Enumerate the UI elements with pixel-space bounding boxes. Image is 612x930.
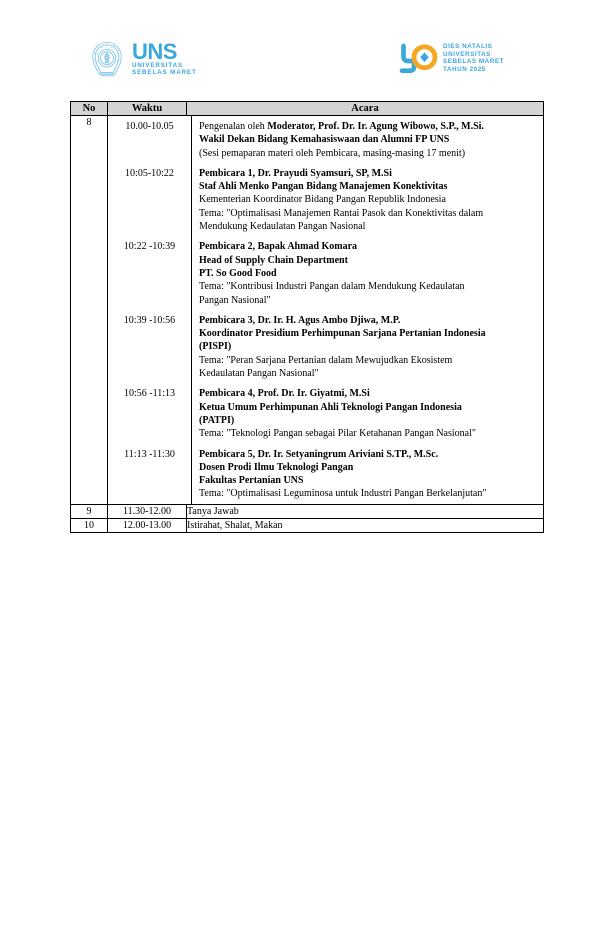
row-event: Tanya Jawab (187, 504, 544, 518)
row-agenda-group (108, 116, 544, 505)
table-header (71, 102, 544, 116)
uns-university-line-1: UNIVERSITAS (132, 61, 184, 69)
agenda-description (192, 383, 544, 443)
dies-natalis-49-icon (396, 41, 438, 75)
agenda-time: 10:56 -11:13 (108, 383, 192, 443)
dies-line-3: SEBELAS MARET (443, 58, 505, 65)
agenda-block (108, 163, 543, 236)
agenda-line-plain: Pengenalan oleh (199, 121, 268, 132)
uns-university-line-2: SEBELAS MARET (132, 69, 197, 76)
agenda-line: Fakultas Pertanian UNS (199, 475, 304, 487)
agenda-block (108, 116, 543, 163)
column-header-no: No (71, 102, 108, 116)
agenda-time: 10:05-10:22 (108, 163, 192, 236)
schedule-table-container (70, 101, 543, 533)
row-time: 11.30-12.00 (108, 504, 187, 518)
agenda-line: Tema: "Optimalisasi Leguminosa untuk Industri Pangan Berkelanjutan" (199, 488, 487, 500)
agenda-line: Pangan Nasional" (199, 294, 271, 306)
agenda-line: Pembicara 5, Dr. Ir. Setyaningrum Ariviani S.TP., M.Sc. (199, 448, 439, 460)
agenda-line: Staf Ahli Menko Pangan Bidang Manajemen Konektivitas (199, 181, 448, 193)
agenda-block (108, 236, 543, 309)
agenda-line: Pembicara 1, Dr. Prayudi Syamsuri, SP, M.Si (199, 167, 392, 179)
agenda-line: Koordinator Presidium Perhimpunan Sarjana Pertanian Indonesia (199, 328, 486, 340)
table-row (71, 519, 544, 533)
uns-logo (88, 40, 197, 78)
agenda-subgrid (108, 116, 543, 504)
agenda-line: Kedaulatan Pangan Nasional" (199, 368, 319, 380)
agenda-line: Tema: "Optimalisasi Manajemen Rantai Pasok dan Konektivitas dalam (199, 207, 484, 219)
schedule-table (70, 101, 544, 533)
agenda-line: Head of Supply Chain Department (199, 254, 348, 266)
row-number: 10 (71, 519, 108, 533)
agenda-line: Kementerian Koordinator Bidang Pangan Republik Indonesia (199, 194, 446, 206)
agenda-description (192, 116, 544, 163)
table-body (71, 116, 544, 533)
document-header-logos (0, 38, 612, 88)
agenda-line: Mendukung Kedaulatan Pangan Nasional (199, 221, 366, 233)
column-header-acara: Acara (187, 102, 544, 116)
uns-wordmark (132, 38, 197, 77)
table-header-row (71, 102, 544, 116)
table-row (71, 116, 544, 505)
agenda-line: Wakil Dekan Bidang Kemahasiswaan dan Alumni FP UNS (199, 134, 450, 146)
agenda-description (192, 163, 544, 236)
agenda-line: Pembicara 4, Prof. Dr. Ir. Giyatmi, M.Si (199, 388, 370, 400)
row-time: 12.00-13.00 (108, 519, 187, 533)
agenda-block (108, 310, 543, 383)
dies-natalis-logo (396, 41, 504, 75)
table-row (71, 504, 544, 518)
agenda-line-bold: Moderator, Prof. Dr. Ir. Agung Wibowo, S.P., M.Si. (267, 121, 484, 132)
dies-line-1: DIES NATALIS (443, 43, 493, 50)
agenda-description (192, 236, 544, 309)
dies-line-4: TAHUN 2025 (443, 65, 486, 73)
agenda-line (199, 120, 537, 133)
column-header-waktu: Waktu (108, 102, 187, 116)
agenda-line: Tema: "Peran Sarjana Pertanian dalam Mewujudkan Ekosistem (199, 354, 453, 366)
agenda-time: 10:39 -10:56 (108, 310, 192, 383)
agenda-line: Ketua Umum Perhimpunan Ahli Teknologi Pangan Indonesia (199, 401, 462, 413)
agenda-block (108, 444, 543, 504)
agenda-line: Pembicara 2, Bapak Ahmad Komara (199, 241, 358, 253)
agenda-description (192, 444, 544, 504)
agenda-description (192, 310, 544, 383)
agenda-line: Tema: "Teknologi Pangan sebagai Pilar Ketahanan Pangan Nasional" (199, 428, 476, 440)
row-event: Istirahat, Shalat, Makan (187, 519, 544, 533)
agenda-line: Tema: "Kontribusi Industri Pangan dalam Mendukung Kedaulatan (199, 281, 465, 293)
agenda-line: PT. So Good Food (199, 267, 277, 279)
agenda-line: (PATPI) (199, 414, 235, 426)
row-number: 9 (71, 504, 108, 518)
dies-natalis-wordmark (443, 43, 504, 73)
agenda-line: Dosen Prodi Ilmu Teknologi Pangan (199, 461, 354, 473)
row-number: 8 (71, 116, 108, 505)
uns-acronym: UNS (132, 38, 177, 64)
agenda-time: 10.00-10.05 (108, 116, 192, 163)
agenda-line: Pembicara 3, Dr. Ir. H. Agus Ambo Djiwa, M.P. (199, 314, 401, 326)
agenda-time: 10:22 -10:39 (108, 236, 192, 309)
dies-line-2: UNIVERSITAS (443, 50, 491, 58)
uns-seal-icon (88, 40, 126, 78)
agenda-time: 11:13 -11:30 (108, 444, 192, 504)
agenda-line: (Sesi pemaparan materi oleh Pembicara, masing-masing 17 menit) (199, 147, 466, 159)
agenda-block (108, 383, 543, 443)
agenda-line: (PISPI) (199, 341, 232, 353)
